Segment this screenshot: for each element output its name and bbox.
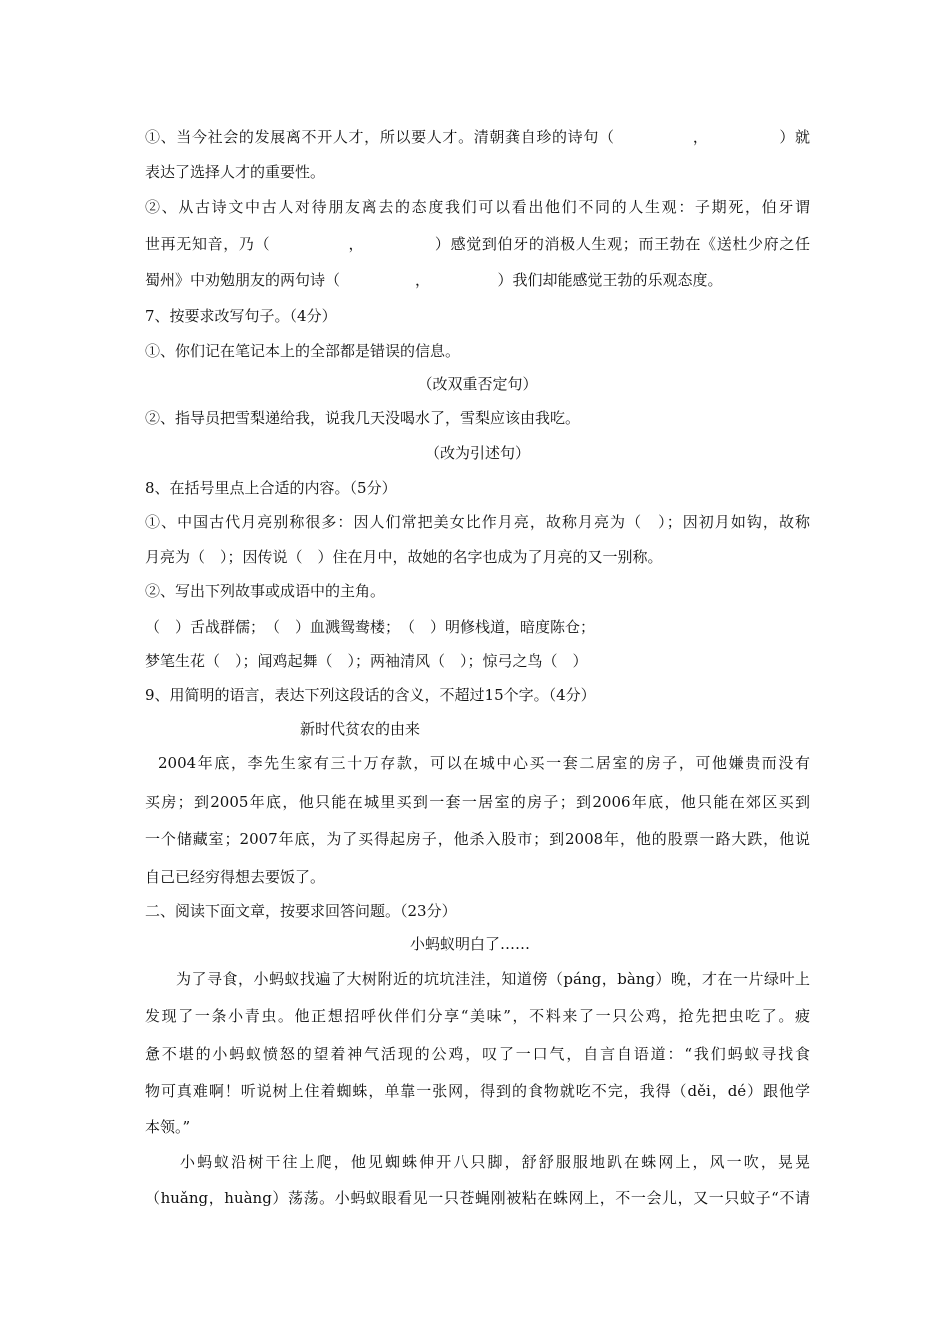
text-line: 为了寻食，小蚂蚁找遍了大树附近的坑坑洼洼，知道傍（páng，bàng）晚，才在一片绿叶上 — [176, 970, 810, 988]
article-title: 小蚂蚁明白了…… — [410, 935, 531, 953]
text-line: 梦笔生花（ ）；闻鸡起舞（ ）；两袖清风（ ）；惊弓之鸟（ ） — [145, 652, 588, 670]
text-line: ①、你们记在笔记本上的全部都是错误的信息。 — [145, 342, 461, 360]
text-line: 世再无知音，乃（ ， ）感觉到伯牙的消极人生观；而王勃在《送杜少府之任 — [145, 235, 810, 253]
question-heading: 7、按要求改写句子。（4分） — [145, 307, 337, 325]
section-heading: 二、阅读下面文章，按要求回答问题。（23分） — [145, 902, 457, 920]
text-line: 表达了选择人才的重要性。 — [145, 163, 326, 181]
text-line: 月亮为（ ）；因传说（ ）住在月中，故她的名字也成为了月亮的又一别称。 — [145, 548, 663, 566]
text-line: ①、当今社会的发展离不开人才，所以要人才。清朝龚自珍的诗句（ ， ）就 — [145, 128, 810, 146]
text-line: ②、写出下列故事或成语中的主角。 — [145, 582, 386, 600]
text-line: 一个储藏室；2007年底，为了买得起房子，他杀入股市；到2008年，他的股票一路大跌，他说 — [145, 830, 810, 848]
text-line: ②、指导员把雪梨递给我，说我几天没喝水了，雪梨应该由我吃。 — [145, 409, 581, 427]
question-heading: 8、在括号里点上合适的内容。（5分） — [145, 479, 397, 497]
text-line: 小蚂蚁沿树干往上爬，他见蜘蛛伸开八只脚，舒舒服服地趴在蛛网上，风一吹，晃晃 — [180, 1153, 810, 1171]
instruction-line: （改为引述句） — [424, 444, 530, 462]
text-line: 买房；到2005年底，他只能在城里买到一套一居室的房子；到2006年底，他只能在郊区买到 — [145, 793, 810, 811]
text-line: 物可真难啊！听说树上住着蜘蛛，单靠一张网，得到的食物就吃不完，我得（děi，dé）跟他学 — [145, 1082, 810, 1100]
text-line: 蜀州》中劝勉朋友的两句诗（ ， ）我们却能感觉王勃的乐观态度。 — [145, 271, 723, 289]
question-heading: 9、用简明的语言，表达下列这段话的含义，不超过15个字。（4分） — [145, 686, 596, 704]
text-line: （huǎng，huàng）荡荡。小蚂蚁眼看见一只苍蝇刚被粘在蛛网上，不一会儿，又一只蚊子“不请 — [145, 1189, 810, 1207]
text-line: 自己已经穷得想去要饭了。 — [145, 868, 326, 886]
text-line: 惫不堪的小蚂蚁愤怒的望着神气活现的公鸡，叹了一口气，自言自语道：“我们蚂蚁寻找食 — [145, 1045, 810, 1063]
text-line: ②、从古诗文中古人对待朋友离去的态度我们可以看出他们不同的人生观：子期死，伯牙谓 — [145, 198, 810, 216]
passage-title: 新时代贫农的由来 — [300, 720, 421, 738]
text-line: 发现了一条小青虫。他正想招呼伙伴们分享“美味”，不料来了一只公鸡，抢先把虫吃了。疲 — [145, 1007, 810, 1025]
text-line: （ ）舌战群儒； （ ）血溅鸳鸯楼； （ ）明修栈道，暗度陈仓； — [145, 618, 596, 636]
text-line: 2004年底，李先生家有三十万存款，可以在城中心买一套二居室的房子，可他嫌贵而没有 — [158, 754, 810, 772]
instruction-line: （改双重否定句） — [417, 375, 538, 393]
text-line: ①、中国古代月亮别称很多：因人们常把美女比作月亮，故称月亮为（ ）；因初月如钩，故称 — [145, 513, 810, 531]
text-line: 本领。” — [145, 1118, 191, 1136]
